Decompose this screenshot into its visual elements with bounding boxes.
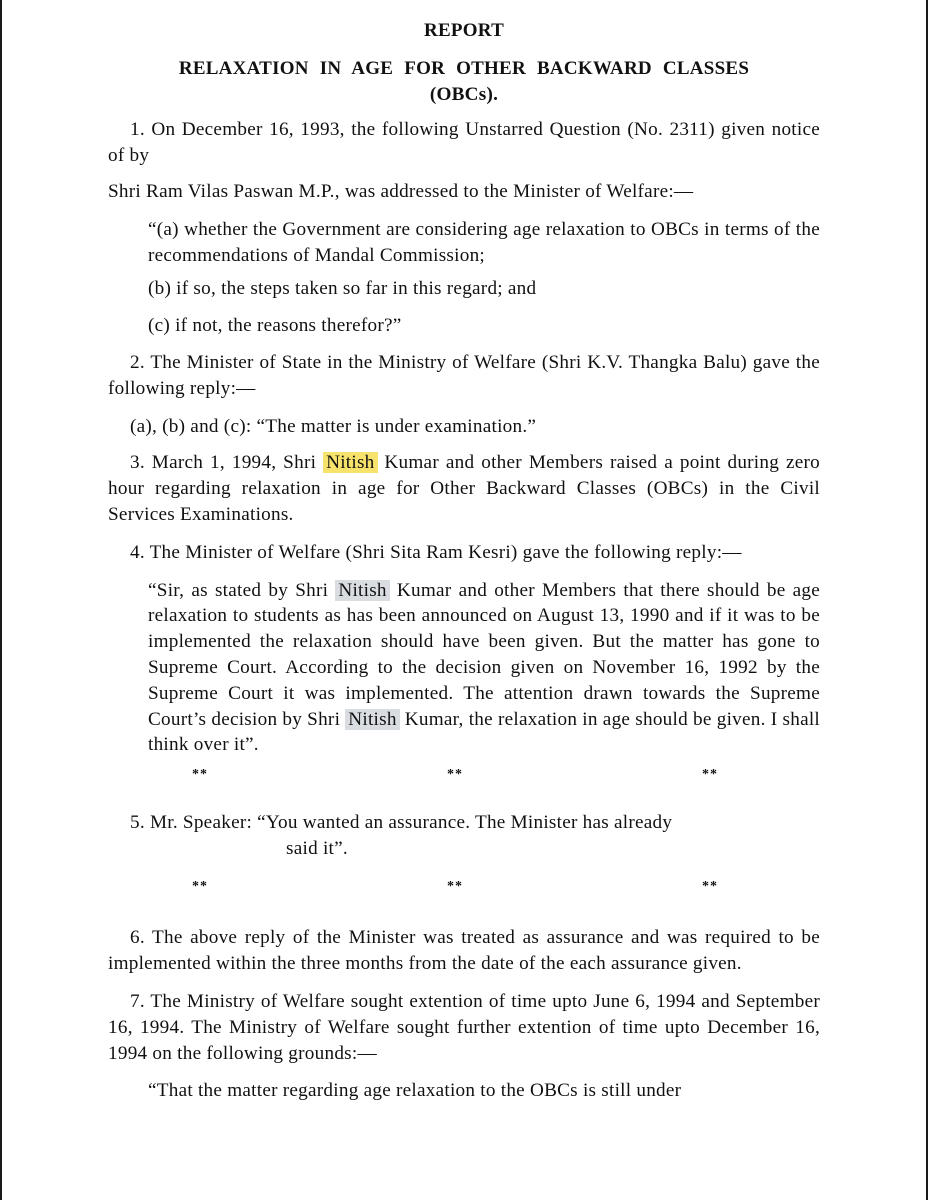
paragraph-6: 6. The above reply of the Minister was treated as assurance and was required to be implemented within the three months from the date of the each assurance given. [108, 927, 820, 975]
paragraph-1: 1. On December 16, 1993, the following Unstarred Question (No. 2311) given notice of by [108, 119, 820, 167]
star-separator: ** [192, 767, 208, 783]
quote-part-1: “Sir, as stated by Shri [148, 579, 336, 601]
omission-marks [192, 762, 718, 788]
paragraph-3 [108, 450, 820, 527]
quote-part-3: Kumar, the relaxation in age should be given. I shall think over it”. [148, 708, 820, 756]
star-separator: ** [447, 878, 463, 894]
paragraph-1-continued: Shri Ram Vilas Paswan M.P., was addressed to the Minister of Welfare:— [108, 180, 694, 202]
paragraph-7: 7. The Ministry of Welfare sought extention of time upto June 6, 1994 and September 16, 1994. The Ministry of Welfare sought further extention of time upto December 16, 1994 on the following grounds:— [108, 990, 820, 1064]
report-subtitle: RELAXATION IN AGE FOR OTHER BACKWARD CLASSES [178, 57, 750, 79]
document-page [108, 16, 820, 1112]
paragraph-5: 5. Mr. Speaker: “You wanted an assurance. The Minister has already [130, 811, 673, 833]
paragraph-4: 4. The Minister of Welfare (Shri Sita Ram Kesri) gave the following reply:— [130, 541, 742, 563]
question-c: (c) if not, the reasons therefor?” [148, 315, 402, 337]
star-separator: ** [702, 767, 718, 783]
question-a: “(a) whether the Government are considering age relaxation to OBCs in terms of the recommendations of Mandal Commission; [148, 218, 820, 266]
paragraph-2: 2. The Minister of State in the Ministry of Welfare (Shri K.V. Thangka Balu) gave the following reply:— [108, 351, 820, 399]
highlighted-name: Nitish [323, 452, 377, 473]
paragraph-5-continued: said it”. [286, 837, 348, 859]
quote-part-2: Kumar and other Members that there should be age relaxation to students as has been announced on August 13, 1990 and if it was to be implemented the relaxation should have been given. But the matter has gone to Supreme Court. According to the decision given on November 16, 1992 by the Supreme Court it was implemented. The attention drawn towards the Supreme Court’s decision by Shri [148, 579, 820, 730]
star-separator: ** [192, 878, 208, 894]
star-separator: ** [447, 767, 463, 783]
highlighted-name: Nitish [335, 580, 389, 601]
paragraph-2-reply: (a), (b) and (c): “The matter is under examination.” [130, 415, 537, 437]
highlighted-name: Nitish [345, 709, 399, 730]
report-title: REPORT [423, 20, 504, 41]
paragraph-3-rest: Kumar and other Members raised a point during zero hour regarding relaxation in age for Other Backward Classes (OBCs) in the Civil Services Examinations. [108, 452, 821, 525]
left-border [0, 0, 2, 1200]
omission-marks [192, 874, 718, 900]
question-b: (b) if so, the steps taken so far in this regard; and [148, 278, 537, 300]
paragraph-3-start: 3. March 1, 1994, Shri [130, 452, 324, 474]
report-subtitle-abbrev: (OBCs). [429, 83, 499, 105]
minister-reply-quote [148, 578, 820, 759]
right-border [926, 0, 928, 1200]
star-separator: ** [702, 878, 718, 894]
paragraph-7-quote: “That the matter regarding age relaxation to the OBCs is still under [148, 1080, 682, 1102]
